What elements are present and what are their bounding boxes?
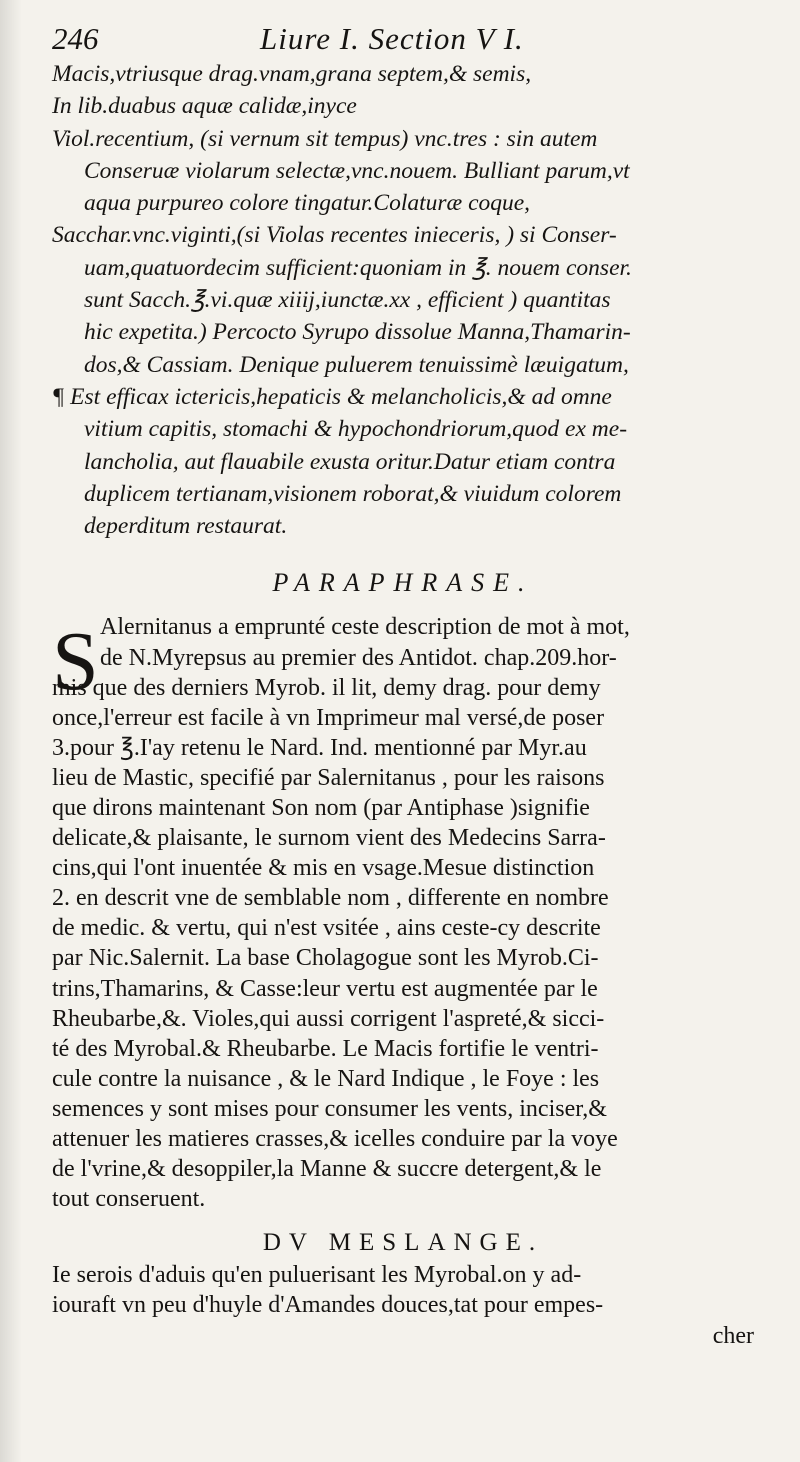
text-line: semences y sont mises pour consumer les vents, inciser,& — [52, 1095, 607, 1122]
text-line: tout conseruent. — [52, 1186, 206, 1213]
recipe-line: duplicem tertianam,visionem roborat,& viuidum colorem — [84, 480, 622, 507]
text-line: delicate,& plaisante, le surnom vient des Medecins Sarra- — [52, 825, 606, 852]
recipe-line: vitium capitis, stomachi & hypochondriorum,quod ex me- — [84, 416, 628, 443]
recipe-line: Viol.recentium, (si vernum sit tempus) vnc.tres : sin autem — [52, 125, 598, 152]
text-line: Alernitanus a emprunté ceste description de mot à mot, — [100, 614, 630, 641]
recipe-line: Sacchar.vnc.viginti,(si Violas recentes inieceris, ) si Conser- — [52, 222, 617, 249]
text-line: té des Myrobal.& Rheubarbe. Le Macis fortifie le ventri- — [52, 1035, 599, 1062]
text-line: mis que des derniers Myrob. il lit, demy drag. pour demy — [52, 674, 601, 701]
text-line: de N.Myrepsus au premier des Antidot. chap.209.hor- — [100, 644, 617, 671]
recipe-line: dos,& Cassiam. Denique puluerem tenuissimè læuigatum, — [84, 351, 629, 378]
text-line: que dirons maintenant Son nom (par Antiphase )signifie — [52, 795, 590, 822]
text-line: 2. en descrit vne de semblable nom , differente en nombre — [52, 885, 609, 912]
text-line: once,l'erreur est facile à vn Imprimeur mal versé,de poser — [52, 704, 605, 731]
text-line: attenuer les matieres crasses,& icelles conduire par la voye — [52, 1126, 618, 1153]
text-line: Ie serois d'aduis qu'en puluerisant les Myrobal.on y ad- — [52, 1262, 582, 1289]
page-number: 246 — [52, 21, 99, 56]
recipe-block — [52, 58, 754, 542]
text-line: de l'vrine,& desoppiler,la Manne & succre detergent,& le — [52, 1156, 602, 1183]
meslange-text — [52, 1260, 754, 1320]
recipe-line: ¶ Est efficax ictericis,hepaticis & melancholicis,& ad omne — [52, 383, 612, 410]
text-line: cule contre la nuisance , & le Nard Indique , le Foye : les — [52, 1065, 600, 1092]
text-line: par Nic.Salernit. La base Cholagogue sont les Myrob.Ci- — [52, 945, 599, 972]
running-head: Liure I. Section V I. — [260, 21, 524, 56]
text-line: trins,Thamarins, & Casse:leur vertu est augmentée par le — [52, 975, 598, 1002]
text-line: de medic. & vertu, qui n'est vsitée , ains ceste-cy descrite — [52, 915, 601, 942]
recipe-line: In lib.duabus aquæ calidæ,inyce — [52, 93, 357, 120]
recipe-line: Conseruæ violarum selectæ,vnc.nouem. Bulliant parum,vt — [84, 157, 630, 184]
paraphrase-heading: PARAPHRASE. — [272, 568, 534, 598]
text-line: Rheubarbe,&. Violes,qui aussi corrigent l'aspreté,& sicci- — [52, 1005, 605, 1032]
recipe-line: aqua purpureo colore tingatur.Colaturæ coque, — [84, 190, 531, 217]
recipe-line: lancholia, aut flauabile exusta oritur.Datur etiam contra — [84, 448, 616, 475]
recipe-line: Macis,vtriusque drag.vnam,grana septem,& semis, — [52, 61, 532, 87]
meslange-heading: DV MESLANGE. — [262, 1229, 544, 1257]
recipe-line: hic expetita.) Percocto Syrupo dissolue Manna,Thamarin- — [84, 319, 631, 346]
recipe-line: sunt Sacch.℥.vi.quæ xiiij,iunctæ.xx , efficient ) quantitas — [84, 287, 611, 314]
text-line: cins,qui l'ont inuentée & mis en vsage.Mesue distinction — [52, 855, 595, 882]
paraphrase-text — [52, 612, 754, 1214]
drop-cap: S — [52, 615, 99, 708]
catchword: cher — [712, 1322, 754, 1349]
page-header — [52, 20, 754, 58]
recipe-line: deperditum restaurat. — [84, 513, 288, 540]
text-line: lieu de Mastic, specifié par Salernitanus , pour les raisons — [52, 764, 605, 791]
text-line: 3.pour ℥.I'ay retenu le Nard. Ind. mentionné par Myr.au — [52, 734, 587, 761]
text-line: iouraft vn peu d'huyle d'Amandes douces,tat pour empes- — [52, 1292, 604, 1319]
recipe-line: uam,quatuordecim sufficient:quoniam in ℥. nouem conser. — [84, 254, 632, 281]
